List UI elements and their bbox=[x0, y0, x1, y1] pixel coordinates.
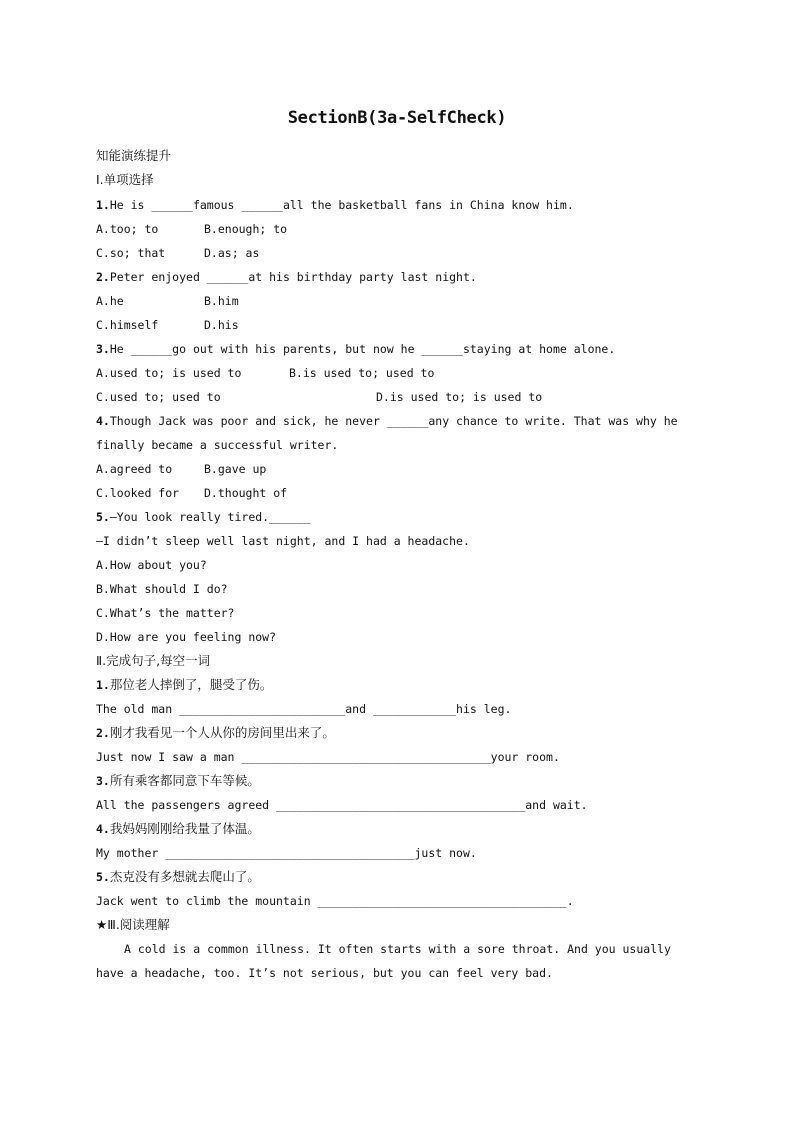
sentence-prompt-2 bbox=[96, 723, 698, 743]
reading-passage-line: have a headache, too. It’s not serious, but you can feel very bad. bbox=[96, 966, 553, 980]
option-b: B.is used to; used to bbox=[289, 366, 435, 380]
chinese-sentence: 刚才我看见一个人从你的房间里出来了。 bbox=[109, 725, 335, 740]
options-row bbox=[96, 387, 698, 407]
question-text: Peter enjoyed ______at his birthday party last night. bbox=[109, 270, 477, 284]
page-title: SectionB(3a-SelfCheck) bbox=[287, 108, 507, 128]
chinese-sentence: 所有乘客都同意下车等候。 bbox=[109, 773, 260, 788]
fill-blank-5: Jack went to climb the mountain ____________________________________. bbox=[96, 894, 574, 908]
option-c: C.looked for bbox=[96, 486, 180, 500]
question-text: —You look really tired.______ bbox=[109, 510, 311, 524]
question-number: 2. bbox=[96, 726, 110, 740]
question-text: Though Jack was poor and sick, he never ______any chance to write. That was why he bbox=[109, 414, 678, 428]
question-number: 1. bbox=[96, 198, 110, 212]
sentence-prompt-5 bbox=[96, 867, 698, 887]
sentence-prompt-4 bbox=[96, 819, 698, 839]
option-d: D.How are you feeling now? bbox=[96, 630, 277, 644]
fill-blank-3: All the passengers agreed ____________________________________and wait. bbox=[96, 798, 588, 812]
question-number: 3. bbox=[96, 774, 110, 788]
option-a: A.used to; is used to bbox=[96, 366, 242, 380]
section-heading: Ⅱ.完成句子,每空一词 bbox=[96, 653, 211, 668]
question-5 bbox=[96, 507, 698, 527]
question-3 bbox=[96, 339, 698, 359]
option-b: B.him bbox=[204, 294, 239, 308]
fill-blank-1: The old man ________________________and ____________his leg. bbox=[96, 702, 512, 716]
options-row bbox=[96, 363, 698, 383]
question-text: He is ______famous ______all the basketball fans in China know him. bbox=[109, 198, 574, 212]
section-label: 知能演练提升 bbox=[96, 148, 172, 163]
chinese-sentence: 杰克没有多想就去爬山了。 bbox=[109, 869, 260, 884]
question-4 bbox=[96, 411, 698, 431]
option-a: A.How about you? bbox=[96, 558, 207, 572]
option-c: C.used to; used to bbox=[96, 390, 221, 404]
option-d: D.thought of bbox=[204, 486, 288, 500]
question-number: 5. bbox=[96, 510, 110, 524]
options-row bbox=[96, 483, 698, 503]
option-d: D.his bbox=[204, 318, 239, 332]
options-row bbox=[96, 459, 698, 479]
chinese-sentence: 我妈妈刚刚给我量了体温。 bbox=[109, 821, 260, 836]
option-a: A.agreed to bbox=[96, 462, 173, 476]
option-b: B.enough; to bbox=[204, 222, 288, 236]
question-text: He ______go out with his parents, but now he ______staying at home alone. bbox=[109, 342, 616, 356]
options-row bbox=[96, 219, 698, 239]
fill-blank-2: Just now I saw a man ____________________________________your room. bbox=[96, 750, 560, 764]
option-c: C.so; that bbox=[96, 246, 166, 260]
question-number: 2. bbox=[96, 270, 110, 284]
options-row bbox=[96, 315, 698, 335]
dialogue-reply: —I didn’t sleep well last night, and I had a headache. bbox=[96, 534, 470, 548]
options-row bbox=[96, 291, 698, 311]
option-c: C.What’s the matter? bbox=[96, 606, 235, 620]
question-number: 5. bbox=[96, 870, 110, 884]
section-heading: ★Ⅲ.阅读理解 bbox=[96, 917, 170, 932]
chinese-sentence: 那位老人摔倒了，腿受了伤。 bbox=[109, 677, 273, 692]
option-b: B.What should I do? bbox=[96, 582, 228, 596]
option-a: A.he bbox=[96, 294, 124, 308]
reading-passage-line: A cold is a common illness. It often starts with a sore throat. And you usually bbox=[124, 942, 671, 956]
question-2 bbox=[96, 267, 698, 287]
option-d: D.as; as bbox=[204, 246, 260, 260]
sentence-prompt-1 bbox=[96, 675, 698, 695]
sentence-prompt-3 bbox=[96, 771, 698, 791]
option-a: A.too; to bbox=[96, 222, 159, 236]
question-1 bbox=[96, 195, 698, 215]
question-number: 4. bbox=[96, 822, 110, 836]
question-number: 4. bbox=[96, 414, 110, 428]
question-4-continuation: finally became a successful writer. bbox=[96, 438, 339, 452]
option-b: B.gave up bbox=[204, 462, 267, 476]
options-row bbox=[96, 243, 698, 263]
question-number: 3. bbox=[96, 342, 110, 356]
section-heading: Ⅰ.单项选择 bbox=[96, 172, 154, 187]
option-d: D.is used to; is used to bbox=[376, 390, 543, 404]
question-number: 1. bbox=[96, 678, 110, 692]
option-c: C.himself bbox=[96, 318, 159, 332]
fill-blank-4: My mother ____________________________________just now. bbox=[96, 846, 477, 860]
